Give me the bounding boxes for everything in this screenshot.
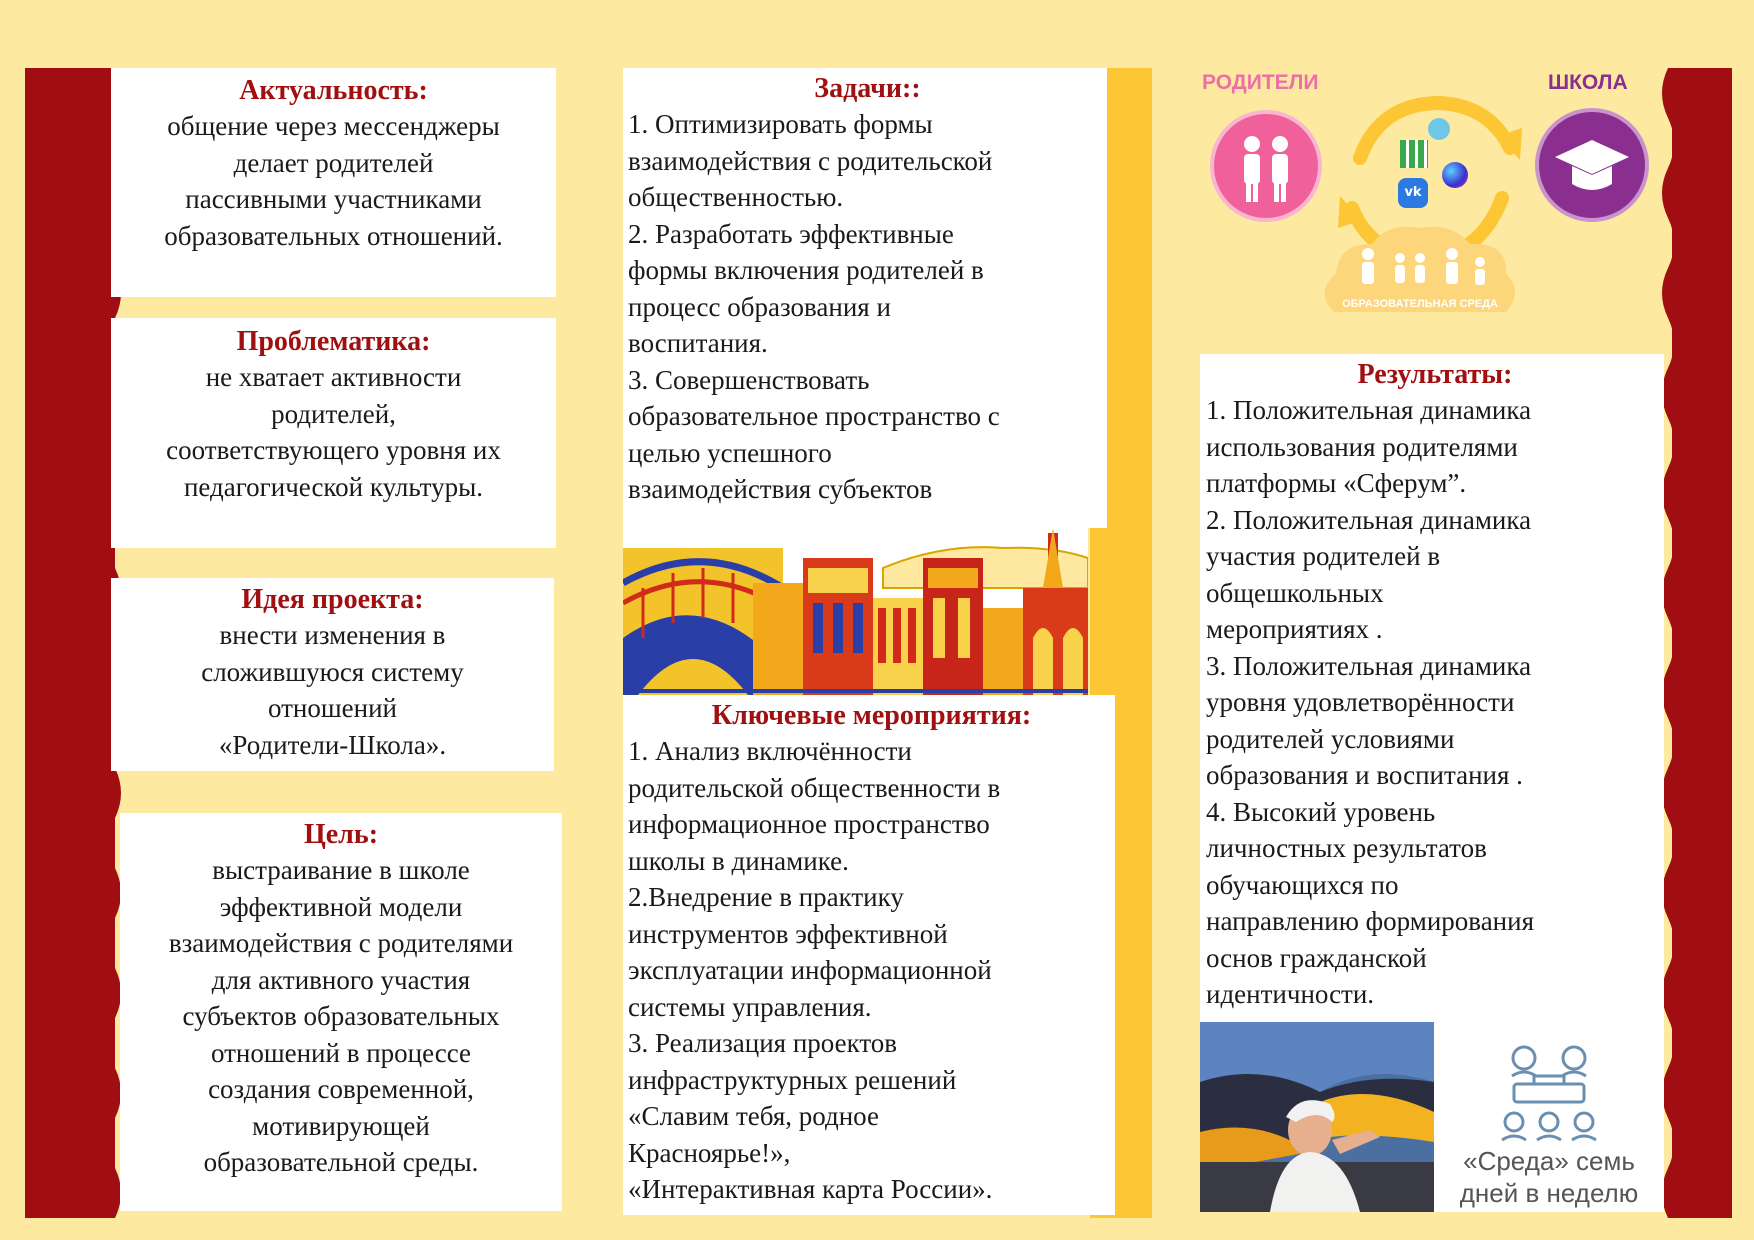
card-results (1200, 354, 1664, 1024)
goal-line: образовательной среды. (203, 1147, 479, 1177)
sreda-caption-2: дней в неделю (1459, 1178, 1639, 1208)
idea-line: отношений (267, 693, 397, 723)
events-line: 3. Реализация проектов (628, 1028, 898, 1058)
tasks-line: формы включения родителей в (628, 255, 984, 285)
card-key-events (623, 695, 1115, 1215)
relevance-title: Актуальность: (239, 75, 428, 106)
events-line: школы в динамике. (628, 845, 849, 876)
goal-line: субъектов образовательных (182, 1001, 500, 1031)
tasks-line: целью успешного (628, 437, 832, 468)
goal-line: создания современной, (208, 1074, 474, 1104)
parents-label: РОДИТЕЛИ (1202, 71, 1319, 94)
vk-icon: vk (1398, 178, 1428, 208)
goal-line: мотивирующей (252, 1110, 430, 1141)
idea-line: «Родители-Школа». (218, 729, 447, 760)
environment-label: ОБРАЗОВАТЕЛЬНАЯ СРЕДА (1342, 298, 1498, 310)
relevance-line: образовательных отношений. (164, 220, 503, 251)
results-line: общешкольных (1206, 577, 1384, 608)
relevance-line: делает родителей (233, 147, 434, 178)
relevance-line: пассивными участниками (185, 184, 482, 214)
results-line: участия родителей в (1206, 541, 1441, 571)
events-line: информационное пространство (628, 809, 990, 839)
results-line: обучающихся по (1206, 869, 1399, 900)
tasks-line: взаимодействия субъектов (628, 474, 933, 504)
goal-title: Цель: (303, 819, 379, 850)
school-icon (1535, 108, 1649, 222)
left-maroon-strip (25, 68, 115, 1218)
goal-line: взаимодействия с родителями (168, 928, 514, 958)
card-tasks (623, 68, 1107, 528)
idea-line: внести изменения в (219, 620, 446, 650)
tasks-line: 2. Разработать эффективные (628, 218, 954, 249)
tasks-line: общественностью. (628, 182, 844, 212)
events-line: инструментов эффективной (628, 918, 948, 949)
results-title: Результаты: (1357, 359, 1513, 390)
events-line: эксплуатации информационной (628, 955, 992, 985)
goal-line: для активного участия (211, 964, 471, 995)
results-line: 1. Положительная динамика (1206, 395, 1532, 425)
events-line: Красноярье!», (628, 1137, 791, 1168)
events-line: 1. Анализ включённости (628, 736, 912, 766)
results-line: идентичности. (1206, 979, 1375, 1009)
events-line: инфраструктурных решений (628, 1064, 957, 1095)
problem-line: родителей, (271, 398, 396, 429)
problem-line: соответствующего уровня их (166, 435, 501, 465)
tasks-line: воспитания. (628, 328, 768, 358)
results-line: мероприятиях . (1206, 614, 1383, 644)
results-line: родителей условиями (1206, 723, 1455, 754)
right-maroon-strip (1672, 68, 1732, 1218)
events-title: Ключевые мероприятия: (711, 700, 1032, 731)
tasks-line: 3. Совершенствовать (628, 364, 870, 395)
events-line: 2.Внедрение в практику (628, 882, 904, 912)
results-line: уровня удовлетворённости (1206, 687, 1515, 717)
qr-code-icon (1400, 140, 1428, 168)
tasks-line: взаимодействия с родительской (628, 145, 993, 176)
tasks-line: 1. Оптимизировать формы (628, 109, 933, 139)
results-line: использования родителями (1206, 431, 1518, 462)
sferum-ball-icon (1442, 162, 1468, 188)
results-line: личностных результатов (1206, 833, 1487, 863)
card-relevance (111, 68, 556, 297)
events-line: «Интерактивная карта России». (628, 1174, 993, 1204)
events-line: системы управления. (628, 991, 872, 1022)
painting-portrait (1200, 1022, 1434, 1212)
family-table-icon (1494, 1036, 1604, 1146)
results-line: платформы «Сферум”. (1206, 468, 1467, 498)
results-line: направлению формирования (1206, 906, 1534, 936)
sreda-caption-1: «Среда» семь (1463, 1146, 1635, 1176)
tasks-title: Задачи:: (814, 73, 921, 104)
results-line: 3. Положительная динамика (1206, 650, 1532, 681)
results-line: образования и воспитания . (1206, 760, 1523, 790)
problem-line: педагогической культуры. (183, 471, 484, 502)
city-illustration (623, 528, 1088, 695)
idea-title: Идея проекта: (241, 584, 424, 615)
parents-icon (1210, 110, 1322, 222)
sreda-logo-block (1434, 1022, 1664, 1212)
card-problem (111, 318, 556, 548)
problem-title: Проблематика: (236, 326, 431, 357)
results-line: 2. Положительная динамика (1206, 504, 1532, 535)
goal-line: эффективной модели (219, 891, 463, 922)
school-label: ШКОЛА (1548, 71, 1628, 94)
goal-line: отношений в процессе (210, 1037, 472, 1068)
idea-line: сложившуюся систему (201, 656, 464, 687)
check-badge-icon (1428, 118, 1450, 140)
problem-line: не хватает активности (205, 362, 462, 392)
events-line: родительской общественности в (628, 772, 1001, 803)
relevance-line: общение через мессенджеры (167, 111, 500, 141)
tasks-line: образовательное пространство с (628, 401, 1000, 431)
events-line: «Славим тебя, родное (628, 1101, 879, 1131)
card-goal (120, 813, 562, 1211)
results-line: 4. Высокий уровень (1206, 796, 1436, 827)
goal-line: выстраивание в школе (212, 855, 470, 885)
results-line: основ гражданской (1206, 942, 1427, 973)
card-idea (111, 578, 554, 771)
tasks-line: процесс образования и (628, 291, 891, 322)
